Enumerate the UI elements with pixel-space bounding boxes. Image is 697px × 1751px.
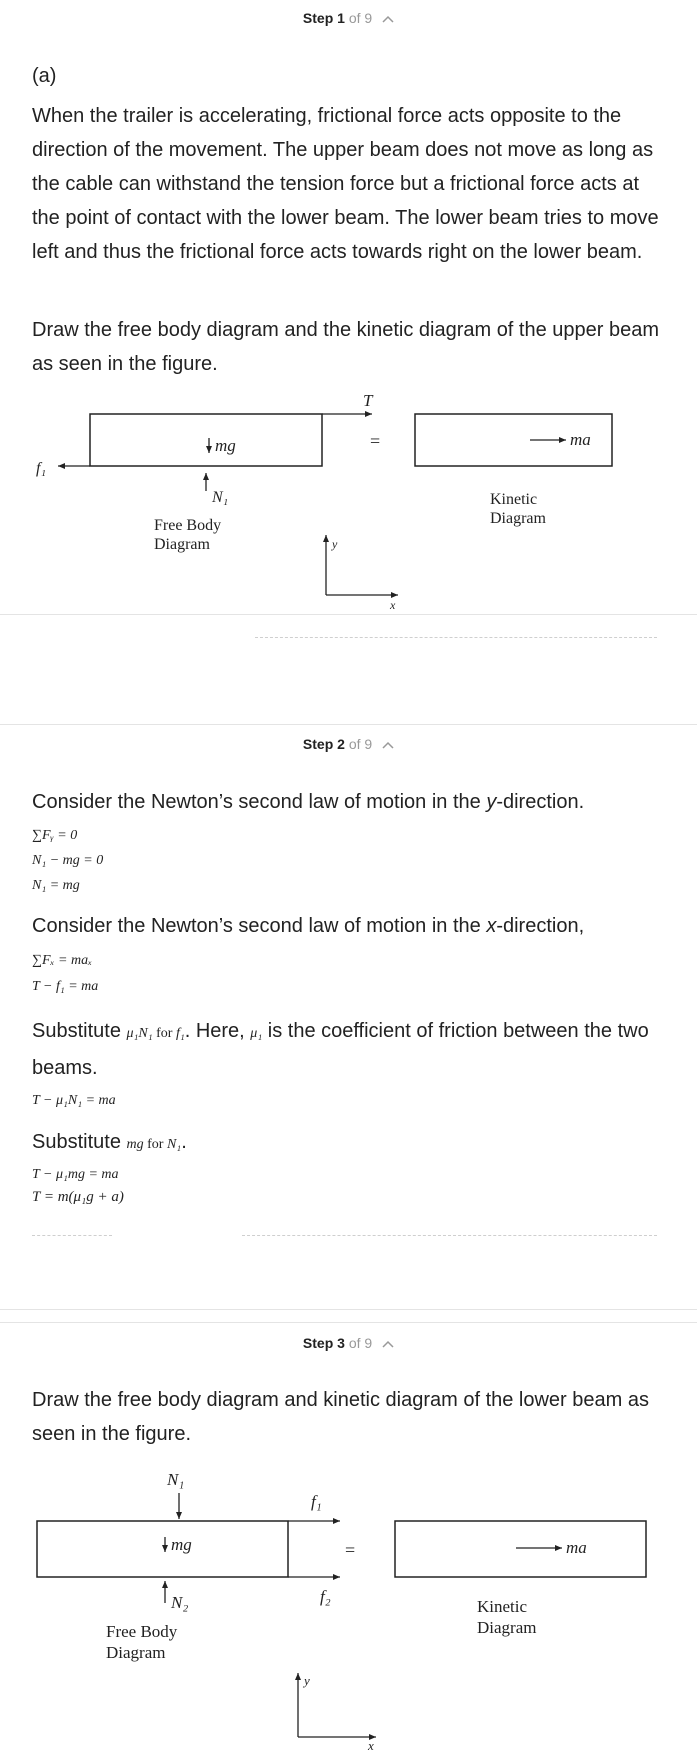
- subst1-m3: f₁: [175, 1026, 185, 1041]
- chevron-up-icon[interactable]: [382, 14, 394, 24]
- divider-right: [242, 1235, 657, 1236]
- lower-beam-figure: [0, 1459, 697, 1751]
- x-direction-text: [32, 909, 672, 943]
- weight-label: mg: [171, 1535, 192, 1554]
- step-2-card: [0, 724, 697, 1310]
- step-3-of: of 9: [344, 1335, 373, 1351]
- subst1-a: Substitute: [32, 1020, 127, 1042]
- equation-t-mu-mg: T − μ₁mg = ma: [32, 1167, 119, 1182]
- equation-sum-fy: ∑Fᵧ = 0: [32, 828, 78, 843]
- fbd-caption-1: Free Body: [154, 517, 222, 534]
- x-axis-label: x: [368, 1738, 374, 1751]
- step-2-prefix: Step: [302, 736, 338, 752]
- fbd-caption-1: Free Body: [106, 1622, 178, 1641]
- y-text-var: y: [486, 791, 497, 813]
- fbd-caption-2: Diagram: [106, 1643, 166, 1662]
- kd-caption-1: Kinetic: [490, 491, 538, 508]
- step-2-number: 2: [337, 736, 345, 752]
- equation-t-minus-f1: T − f₁ = ma: [32, 979, 99, 994]
- chevron-up-icon[interactable]: [382, 740, 394, 750]
- step-1-instruction: Draw the free body diagram and the kinetic diagram of the upper beam as seen in the figure.: [32, 319, 660, 375]
- x-axis-label: x: [390, 598, 396, 612]
- y-text-suffix: -direction.: [496, 791, 585, 813]
- part-label: (a): [32, 65, 57, 87]
- subst1-m1: μ₁N₁: [126, 1026, 153, 1041]
- tension-label: T: [363, 391, 373, 410]
- step-3-card: [0, 1322, 697, 1751]
- x-text-suffix: -direction,: [496, 915, 585, 937]
- step-3-header[interactable]: [0, 1335, 697, 1351]
- divider: [255, 637, 657, 638]
- subst1-c: is the coefficient of friction between the two beams.: [32, 1020, 649, 1079]
- kd-caption-1: Kinetic: [477, 1597, 528, 1616]
- substitute-friction-text: [32, 1014, 672, 1085]
- kinetic-rect: [395, 1521, 646, 1577]
- subst1-m2: for: [152, 1026, 176, 1041]
- ma-label: ma: [566, 1538, 587, 1557]
- step-2-header[interactable]: [0, 736, 697, 752]
- subst2-m3: N₁: [166, 1137, 182, 1152]
- step-1-card: [0, 0, 697, 615]
- step-1-explanation: When the trailer is accelerating, frictional force acts opposite to the direction of the movement. The upper beam does not move as long as the cable can withstand the tension force but a frictional force acts at the point of contact with the lower beam. The lower beam tries to move left and thus the frictional force acts towards right on the lower beam.: [32, 105, 659, 263]
- equals-sign: =: [370, 431, 381, 451]
- lower-beam-rect: [37, 1521, 288, 1577]
- subst2-m1: mg: [126, 1137, 144, 1152]
- substitute-normal-text: [32, 1125, 672, 1162]
- upper-beam-rect: [90, 414, 322, 466]
- friction-label: f₁: [36, 460, 47, 477]
- step-1-of: of 9: [344, 10, 373, 26]
- kd-caption-2: Diagram: [477, 1618, 537, 1637]
- equation-n1-equals-mg: N₁ = mg: [32, 878, 80, 893]
- x-text-var: x: [486, 915, 497, 937]
- ma-label: ma: [570, 430, 591, 449]
- step-3-number: 3: [337, 1335, 345, 1351]
- step-1-prefix: Step: [302, 10, 338, 26]
- subst1-m4: μ₁: [250, 1026, 263, 1041]
- step-3-instruction: Draw the free body diagram and kinetic diagram of the lower beam as seen in the figure.: [32, 1389, 649, 1445]
- subst2-a: Substitute: [32, 1131, 127, 1153]
- equals-sign: =: [345, 1540, 356, 1560]
- friction2-label: f₂: [320, 1587, 331, 1606]
- step-2-of: of 9: [344, 736, 373, 752]
- step-3-prefix: Step: [302, 1335, 338, 1351]
- normal1-label: N₁: [167, 1470, 185, 1489]
- upper-beam-figure: [0, 385, 697, 625]
- normal2-label: N₂: [171, 1593, 189, 1612]
- equation-n1-minus-mg: N₁ − mg = 0: [32, 853, 104, 868]
- y-direction-text: [32, 785, 672, 819]
- kd-caption-2: Diagram: [490, 510, 546, 527]
- x-text-prefix: Consider the Newton’s second law of motion in the: [32, 915, 487, 937]
- subst1-b: . Here,: [184, 1020, 251, 1042]
- y-text-prefix: Consider the Newton’s second law of motion in the: [32, 791, 487, 813]
- y-axis-label: y: [332, 537, 338, 551]
- subst2-b: .: [181, 1131, 187, 1153]
- subst2-m2: for: [143, 1137, 167, 1152]
- y-axis-label: y: [304, 1673, 310, 1688]
- equation-sum-fx: ∑Fₓ = maₓ: [32, 953, 93, 968]
- equation-t-mu-n1: T − μ₁N₁ = ma: [32, 1093, 116, 1108]
- normal-label: N₁: [212, 489, 229, 506]
- step-1-number: 1: [337, 10, 345, 26]
- chevron-up-icon[interactable]: [382, 1339, 394, 1349]
- weight-label: mg: [215, 436, 236, 455]
- divider-left: [32, 1235, 112, 1236]
- step-1-header[interactable]: [0, 10, 697, 26]
- friction1-label: f₁: [311, 1492, 322, 1511]
- equation-t-final: T = m(μ₁g + a): [32, 1189, 124, 1205]
- fbd-caption-2: Diagram: [154, 536, 210, 553]
